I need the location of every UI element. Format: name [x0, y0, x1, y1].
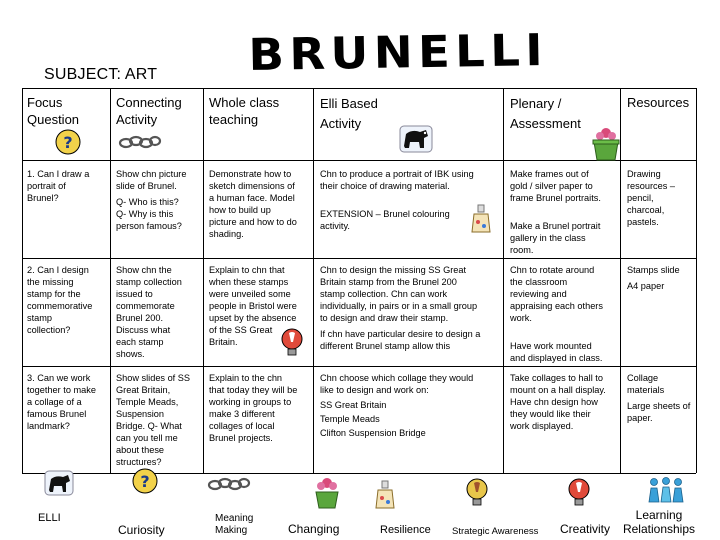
subject-title: SUBJECT: ART [44, 66, 158, 83]
svg-text:?: ? [140, 472, 150, 491]
footer-learning-relationships-label: Learning Relationships [622, 508, 696, 536]
row3-resources: Collage materials Large sheets of paper. [627, 373, 691, 423]
footer-elli-label: ELLI [38, 512, 61, 524]
header-elli-based-activity: Elli Based Activity [320, 96, 378, 131]
row3-whole-class: Explain to the chn that today they will be working in groups to make 3 different collages of local Brunel projects. [209, 373, 298, 443]
header-connecting-activity: Connecting Activity [116, 95, 182, 127]
footer-strategic-awareness-label: Strategic Awareness [452, 526, 539, 537]
row3-focus: 3. Can we work together to make a collage of a famous Brunel landmark? [27, 373, 96, 431]
row1-elli-activity: Chn to produce a portrait of IBK using their choice of drawing material. EXTENSION – Brunel colouring activity. [320, 169, 474, 231]
footer-meaning-making-label: Meaning Making [215, 513, 254, 536]
row3-connecting: Show slides of SS Great Britain, Temple Meads, Suspension Bridge. Q- What can you tell me about these structures? [116, 373, 191, 467]
lightbulb-icon [466, 478, 488, 508]
lightbulb-icon [568, 478, 590, 508]
row1-plenary: Make frames out of gold / silver paper to frame Brunel portraits. Make a Brunel portrait gallery in the class room. [510, 169, 601, 255]
header-resources: Resources [627, 95, 690, 110]
footer-creativity-label: Creativity [560, 522, 611, 536]
footer-changing-label: Changing [288, 522, 340, 536]
chain-links-icon [118, 133, 162, 151]
chain-links-icon [207, 476, 251, 492]
row1-focus: 1. Can I draw a portrait of Brunel? [27, 169, 90, 203]
brunelli-title: BRUNELLI [248, 25, 549, 81]
header-plenary-assessment: Plenary / Assessment [510, 96, 581, 131]
footer-resilience-label: Resilience [380, 524, 431, 536]
header-focus-question: Focus Question [27, 95, 80, 127]
row2-focus: 2. Can I design the missing stamp for the commemorative stamp collection? [27, 265, 93, 335]
mixing-bottle-icon [470, 204, 492, 234]
footer-curiosity-label: Curiosity [118, 523, 165, 537]
row2-elli-activity: Chn to design the missing SS Great Britain stamp from the Brunel 200 stamp collection. Chn can work individually, in pairs or in a small group to design and draw their stamp. If chn have particular desire to design a different Brunel stamp allow this [320, 265, 481, 351]
question-mark-icon [54, 129, 82, 155]
row3-plenary: Take collages to hall to mount on a hall display. Have chn design how they would like their work displayed. [510, 373, 606, 431]
people-group-icon [646, 476, 686, 504]
row2-resources: Stamps slide A4 paper [627, 265, 680, 291]
header-whole-class-teaching: Whole class teaching [209, 95, 280, 127]
row1-connecting: Show chn picture slide of Brunel. Q- Who is this? Q- Why is this person famous? [116, 169, 187, 231]
mixing-bottle-icon [374, 480, 396, 510]
flower-pot-icon [590, 126, 622, 162]
row1-whole-class: Demonstrate how to sketch dimensions of a human face. Model how to build up picture and how to do shading. [209, 169, 297, 239]
question-mark-icon [131, 468, 159, 494]
row1-resources: Drawing resources – pencil, charcoal, pastels. [627, 169, 676, 227]
svg-text:?: ? [63, 133, 73, 152]
cow-icon [44, 470, 74, 496]
lightbulb-icon [280, 328, 304, 358]
cow-icon [398, 124, 434, 154]
row2-connecting: Show chn the stamp collection issued to commemorate Brunel 200. Discuss what each stamp shows. [116, 265, 182, 359]
row2-plenary: Chn to rotate around the classroom reviewing and appraising each others work. Have work mounted and displayed in class. [510, 265, 603, 363]
flower-pot-icon [312, 476, 342, 510]
row2-whole-class: Explain to chn that when these stamps were unveiled some people in Bristol were upset by the absence of the SS Great Britain. [209, 265, 297, 347]
row3-elli-activity: Chn choose which collage they would like to design and work on: SS Great Britain Temple Meads Clifton Suspension Bridge [320, 373, 474, 438]
